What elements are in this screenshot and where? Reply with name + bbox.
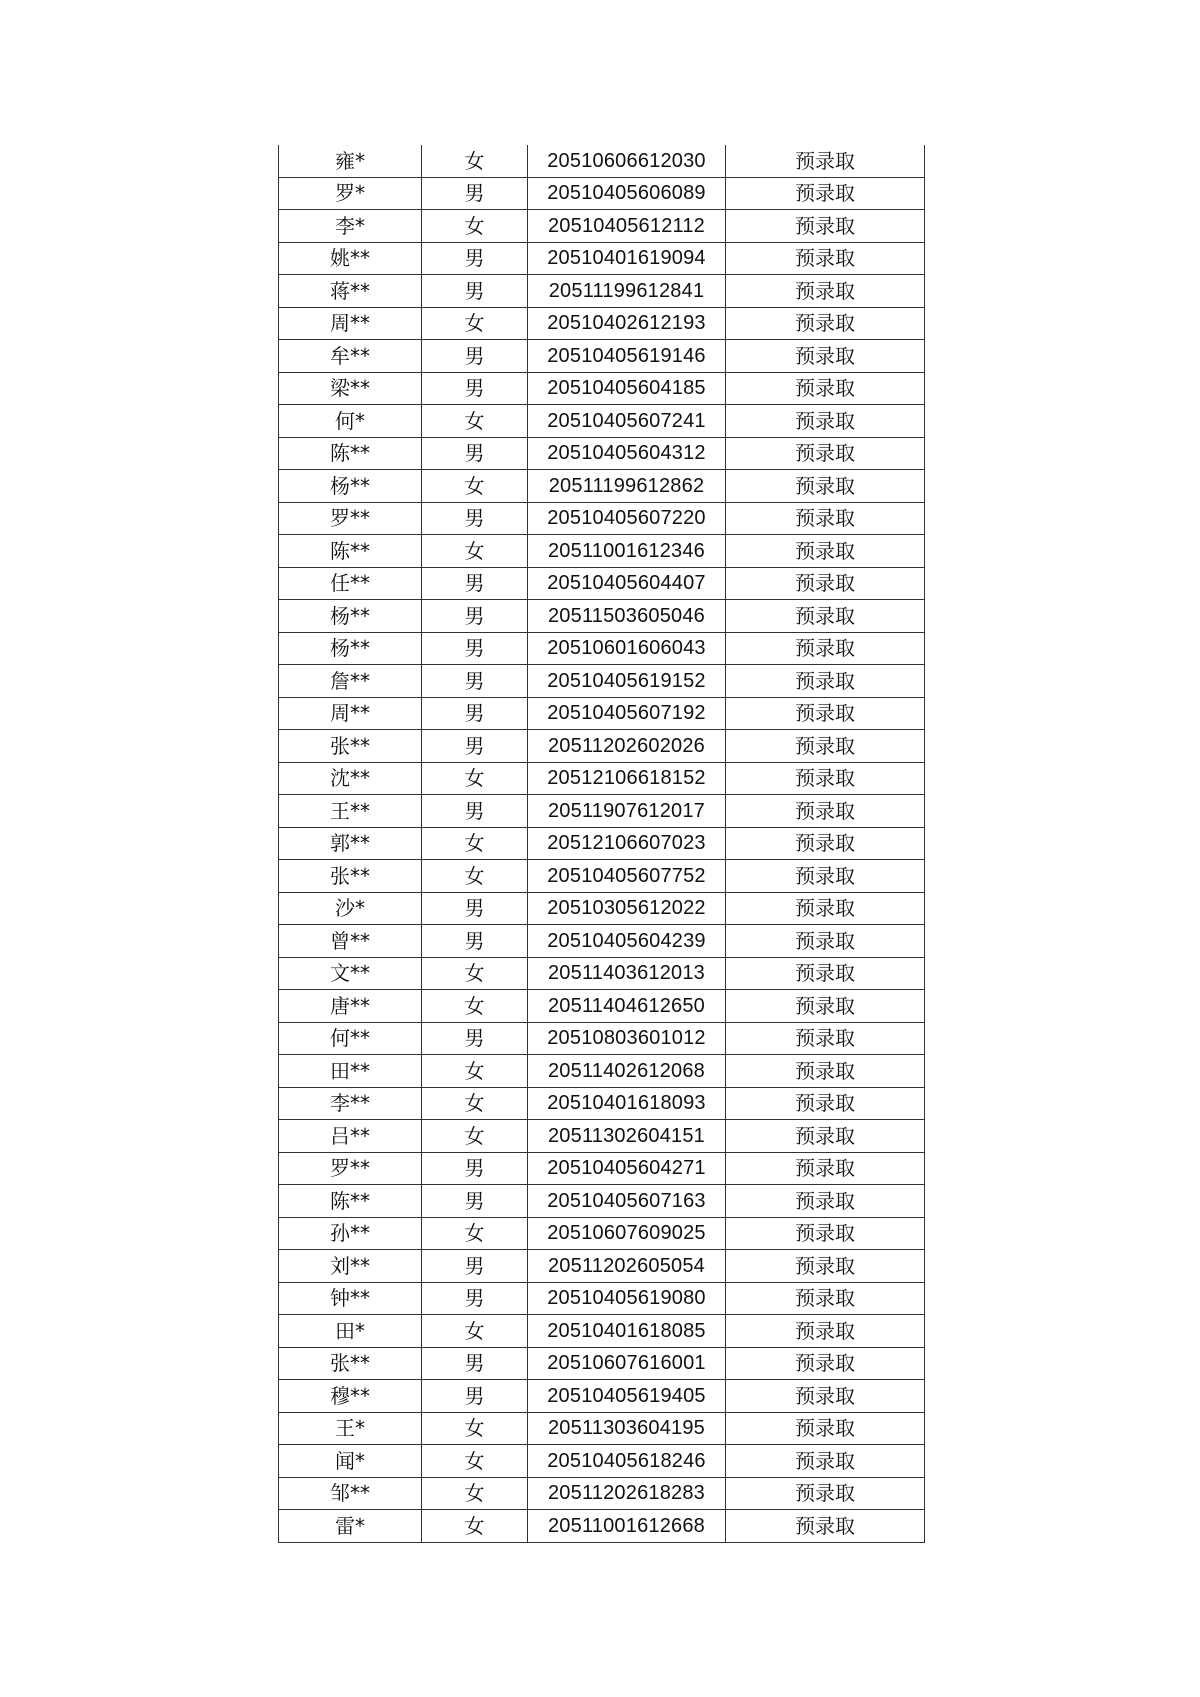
admission-status-cell: 预录取 [726,567,925,600]
student-name-cell: 蒋** [279,275,422,308]
table-row [279,1217,925,1250]
table-row [279,1185,925,1218]
candidate-number-cell: 20510405619152 [528,665,726,698]
candidate-number-cell: 20511202618283 [528,1477,726,1510]
gender-cell: 男 [422,925,528,958]
admission-status-cell: 预录取 [726,470,925,503]
gender-cell: 女 [422,210,528,243]
student-name-cell: 何** [279,1022,422,1055]
table-row [279,600,925,633]
table-row [279,795,925,828]
table-row [279,1380,925,1413]
table-row [279,1445,925,1478]
table-row [279,535,925,568]
table-row [279,275,925,308]
admission-status-cell: 预录取 [726,697,925,730]
candidate-number-cell: 20511403612013 [528,957,726,990]
student-name-cell: 孙** [279,1217,422,1250]
student-name-cell: 王* [279,1412,422,1445]
student-name-cell: 杨** [279,600,422,633]
table-row [279,1412,925,1445]
table-row [279,892,925,925]
gender-cell: 女 [422,535,528,568]
admission-status-cell: 预录取 [726,1347,925,1380]
table-row [279,340,925,373]
admission-status-cell: 预录取 [726,145,925,177]
candidate-number-cell: 20510803601012 [528,1022,726,1055]
table-row [279,567,925,600]
admission-table-body [279,145,925,1542]
gender-cell: 男 [422,1185,528,1218]
candidate-number-cell: 20510405607220 [528,502,726,535]
admission-status-cell: 预录取 [726,1282,925,1315]
student-name-cell: 田* [279,1315,422,1348]
student-name-cell: 李* [279,210,422,243]
gender-cell: 男 [422,502,528,535]
admission-status-cell: 预录取 [726,307,925,340]
table-row [279,1282,925,1315]
candidate-number-cell: 20511404612650 [528,990,726,1023]
candidate-number-cell: 20510401619094 [528,242,726,275]
gender-cell: 男 [422,437,528,470]
table-row [279,827,925,860]
gender-cell: 女 [422,1445,528,1478]
gender-cell: 男 [422,795,528,828]
student-name-cell: 邹** [279,1477,422,1510]
table-row [279,242,925,275]
gender-cell: 女 [422,762,528,795]
gender-cell: 女 [422,405,528,438]
student-name-cell: 钟** [279,1282,422,1315]
admission-status-cell: 预录取 [726,1380,925,1413]
gender-cell: 男 [422,697,528,730]
student-name-cell: 穆** [279,1380,422,1413]
admission-status-cell: 预录取 [726,1185,925,1218]
candidate-number-cell: 20510305612022 [528,892,726,925]
admission-status-cell: 预录取 [726,405,925,438]
student-name-cell: 罗* [279,177,422,210]
table-row [279,957,925,990]
admission-status-cell: 预录取 [726,1217,925,1250]
student-name-cell: 李** [279,1087,422,1120]
admission-status-cell: 预录取 [726,632,925,665]
student-name-cell: 陈** [279,1185,422,1218]
gender-cell: 男 [422,372,528,405]
table-row [279,1347,925,1380]
candidate-number-cell: 20511503605046 [528,600,726,633]
gender-cell: 男 [422,892,528,925]
admission-status-cell: 预录取 [726,177,925,210]
candidate-number-cell: 20510405604407 [528,567,726,600]
gender-cell: 女 [422,1120,528,1153]
table-row [279,665,925,698]
student-name-cell: 张** [279,1347,422,1380]
candidate-number-cell: 20510607616001 [528,1347,726,1380]
gender-cell: 女 [422,145,528,177]
table-row [279,1120,925,1153]
gender-cell: 男 [422,730,528,763]
student-name-cell: 唐** [279,990,422,1023]
student-name-cell: 杨** [279,470,422,503]
gender-cell: 男 [422,1282,528,1315]
gender-cell: 男 [422,1347,528,1380]
admission-status-cell: 预录取 [726,957,925,990]
student-name-cell: 沙* [279,892,422,925]
gender-cell: 男 [422,1152,528,1185]
candidate-number-cell: 20510405619146 [528,340,726,373]
student-name-cell: 何* [279,405,422,438]
admission-status-cell: 预录取 [726,1152,925,1185]
table-row [279,1152,925,1185]
table-row [279,145,925,177]
table-row [279,860,925,893]
candidate-number-cell: 20510405619080 [528,1282,726,1315]
admission-status-cell: 预录取 [726,1445,925,1478]
admission-status-cell: 预录取 [726,1055,925,1088]
admission-status-cell: 预录取 [726,1510,925,1543]
candidate-number-cell: 20511907612017 [528,795,726,828]
student-name-cell: 刘** [279,1250,422,1283]
candidate-number-cell: 20512106607023 [528,827,726,860]
table-row [279,437,925,470]
gender-cell: 女 [422,1055,528,1088]
candidate-number-cell: 20510405607192 [528,697,726,730]
admission-status-cell: 预录取 [726,990,925,1023]
student-name-cell: 雷* [279,1510,422,1543]
gender-cell: 男 [422,242,528,275]
candidate-number-cell: 20510405604312 [528,437,726,470]
gender-cell: 男 [422,275,528,308]
candidate-number-cell: 20511402612068 [528,1055,726,1088]
gender-cell: 男 [422,1250,528,1283]
table-row [279,1022,925,1055]
student-name-cell: 张** [279,730,422,763]
table-row [279,730,925,763]
candidate-number-cell: 20510405606089 [528,177,726,210]
student-name-cell: 牟** [279,340,422,373]
gender-cell: 女 [422,827,528,860]
gender-cell: 男 [422,340,528,373]
table-row [279,372,925,405]
table-row [279,177,925,210]
table-row [279,1510,925,1543]
gender-cell: 男 [422,1380,528,1413]
table-row [279,990,925,1023]
gender-cell: 女 [422,470,528,503]
gender-cell: 女 [422,860,528,893]
gender-cell: 男 [422,1022,528,1055]
admission-status-cell: 预录取 [726,1477,925,1510]
gender-cell: 男 [422,632,528,665]
admission-status-cell: 预录取 [726,372,925,405]
student-name-cell: 陈** [279,535,422,568]
student-name-cell: 姚** [279,242,422,275]
admission-status-cell: 预录取 [726,1315,925,1348]
student-name-cell: 郭** [279,827,422,860]
admission-status-cell: 预录取 [726,437,925,470]
candidate-number-cell: 20510405604239 [528,925,726,958]
table-row [279,470,925,503]
admission-status-cell: 预录取 [726,892,925,925]
student-name-cell: 王** [279,795,422,828]
gender-cell: 女 [422,1087,528,1120]
candidate-number-cell: 20510401618093 [528,1087,726,1120]
candidate-number-cell: 20510402612193 [528,307,726,340]
candidate-number-cell: 20510405619405 [528,1380,726,1413]
candidate-number-cell: 20511001612668 [528,1510,726,1543]
table-row [279,405,925,438]
gender-cell: 女 [422,1477,528,1510]
table-row [279,502,925,535]
candidate-number-cell: 20511199612841 [528,275,726,308]
table-row [279,307,925,340]
student-name-cell: 罗** [279,502,422,535]
admission-status-cell: 预录取 [726,1120,925,1153]
admission-status-cell: 预录取 [726,502,925,535]
admission-status-cell: 预录取 [726,762,925,795]
student-name-cell: 周** [279,697,422,730]
candidate-number-cell: 20510401618085 [528,1315,726,1348]
candidate-number-cell: 20512106618152 [528,762,726,795]
admission-status-cell: 预录取 [726,535,925,568]
candidate-number-cell: 20510405618246 [528,1445,726,1478]
table-row [279,1315,925,1348]
table-row [279,925,925,958]
admission-status-cell: 预录取 [726,827,925,860]
gender-cell: 女 [422,990,528,1023]
student-name-cell: 罗** [279,1152,422,1185]
candidate-number-cell: 20511302604151 [528,1120,726,1153]
student-name-cell: 沈** [279,762,422,795]
student-name-cell: 田** [279,1055,422,1088]
admission-status-cell: 预录取 [726,600,925,633]
candidate-number-cell: 20510405607241 [528,405,726,438]
admission-status-cell: 预录取 [726,860,925,893]
admission-status-cell: 预录取 [726,925,925,958]
student-name-cell: 陈** [279,437,422,470]
table-row [279,632,925,665]
gender-cell: 女 [422,1217,528,1250]
gender-cell: 女 [422,1412,528,1445]
gender-cell: 女 [422,1315,528,1348]
candidate-number-cell: 20510405612112 [528,210,726,243]
gender-cell: 女 [422,957,528,990]
admission-status-cell: 预录取 [726,730,925,763]
admission-status-cell: 预录取 [726,242,925,275]
student-name-cell: 梁** [279,372,422,405]
candidate-number-cell: 20511202602026 [528,730,726,763]
candidate-number-cell: 20510601606043 [528,632,726,665]
admission-status-cell: 预录取 [726,1022,925,1055]
gender-cell: 男 [422,567,528,600]
gender-cell: 女 [422,307,528,340]
student-name-cell: 文** [279,957,422,990]
gender-cell: 男 [422,177,528,210]
admission-status-cell: 预录取 [726,210,925,243]
table-row [279,210,925,243]
admission-status-cell: 预录取 [726,1250,925,1283]
table-row [279,1087,925,1120]
table-row [279,697,925,730]
admission-table [278,145,925,1543]
admission-status-cell: 预录取 [726,340,925,373]
gender-cell: 男 [422,600,528,633]
student-name-cell: 雍* [279,145,422,177]
student-name-cell: 杨** [279,632,422,665]
table-row [279,1055,925,1088]
student-name-cell: 曾** [279,925,422,958]
candidate-number-cell: 20510405604271 [528,1152,726,1185]
student-name-cell: 闻* [279,1445,422,1478]
gender-cell: 女 [422,1510,528,1543]
candidate-number-cell: 20510405607163 [528,1185,726,1218]
table-row [279,762,925,795]
admission-status-cell: 预录取 [726,1412,925,1445]
student-name-cell: 张** [279,860,422,893]
candidate-number-cell: 20511303604195 [528,1412,726,1445]
admission-status-cell: 预录取 [726,795,925,828]
table-row [279,1250,925,1283]
student-name-cell: 任** [279,567,422,600]
admission-status-cell: 预录取 [726,275,925,308]
candidate-number-cell: 20511202605054 [528,1250,726,1283]
gender-cell: 男 [422,665,528,698]
candidate-number-cell: 20511199612862 [528,470,726,503]
candidate-number-cell: 20510405607752 [528,860,726,893]
admission-status-cell: 预录取 [726,1087,925,1120]
student-name-cell: 吕** [279,1120,422,1153]
table-row [279,1477,925,1510]
student-name-cell: 周** [279,307,422,340]
candidate-number-cell: 20510606612030 [528,145,726,177]
candidate-number-cell: 20510607609025 [528,1217,726,1250]
student-name-cell: 詹** [279,665,422,698]
admission-status-cell: 预录取 [726,665,925,698]
candidate-number-cell: 20511001612346 [528,535,726,568]
candidate-number-cell: 20510405604185 [528,372,726,405]
